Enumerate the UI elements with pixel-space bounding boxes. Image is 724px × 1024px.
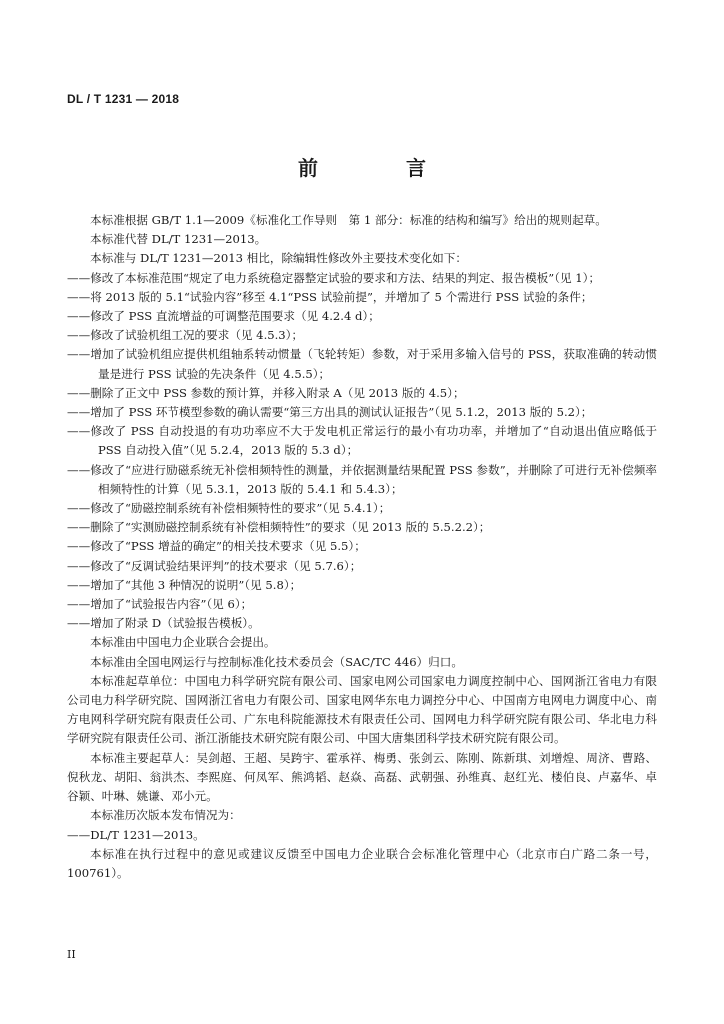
change-item: ——修改了“励磁控制系统有补偿相频特性的要求”（见 5.4.1）； xyxy=(67,501,391,516)
paragraph-proposer: 本标准由中国电力企业联合会提出。 xyxy=(90,635,276,650)
change-item: ——修改了试验机组工况的要求（见 4.5.3）； xyxy=(67,328,304,343)
paragraph-drafting-units: 本标准起草单位：中国电力科学研究院有限公司、国家电网公司国家电力调度控制中心、国网浙江省电力有限公司电力科学研究院、国网浙江省电力有限公司、国家电网华东电力调控分中心、中国南方电网电力调度中心、南方电网科学研究院有限责任公司、广东电科院能源技术有限责任公司、国网电力科学研究院有限公司、华北电力科学研究院有限责任公司、浙江浙能技术研究院有限公司、中国大唐集团科学技术研究院有限公司。 xyxy=(67,673,657,746)
change-item: ——修改了 PSS 直流增益的可调整范围要求（见 4.2.4 d）； xyxy=(67,309,380,324)
change-item: ——将 2013 版的 5.1“试验内容”移至 4.1“PSS 试验前提”，并增加了 5 个需进行 PSS 试验的条件； xyxy=(67,289,593,304)
change-item: ——修改了“反调试验结果评判”的技术要求（见 5.7.6）； xyxy=(67,558,362,573)
page-title: 前 言 xyxy=(298,156,460,180)
change-item: ——删除了“实测励磁控制系统有补偿相频特性”的要求（见 2013 版的 5.5.2.2）； xyxy=(67,520,491,535)
paragraph-replaces: 本标准代替 DL/T 1231—2013。 xyxy=(90,232,267,247)
change-item: ——删除了正文中 PSS 参数的预计算，并移入附录 A（见 2013 版的 4.5）； xyxy=(67,385,465,400)
change-item: ——修改了本标准范围“规定了电力系统稳定器整定试验的要求和方法、结果的判定、报告模板”（见 1）； xyxy=(67,270,601,285)
page-number: II xyxy=(67,948,76,961)
paragraph-basis: 本标准根据 GB/T 1.1—2009《标准化工作导则 第 1 部分：标准的结构和编写》给出的规则起草。 xyxy=(90,213,607,227)
document-body xyxy=(67,211,657,883)
change-item: ——增加了试验机组应提供机组轴系转动惯量（飞轮转矩）参数，对于采用多输入信号的 PSS，获取准确的转动惯量是进行 PSS 试验的先决条件（见 4.5.5）； xyxy=(67,347,657,381)
paragraph-feedback: 本标准在执行过程中的意见或建议反馈至中国电力企业联合会标准化管理中心（北京市白广路二条一号，100761）。 xyxy=(67,846,657,880)
change-item: ——增加了 PSS 环节模型参数的确认需要“第三方出具的测试认证报告”（见 5.1.2，2013 版的 5.2）； xyxy=(67,405,593,420)
changes-list xyxy=(67,269,657,634)
paragraph-changes-intro: 本标准与 DL/T 1231—2013 相比，除编辑性修改外主要技术变化如下： xyxy=(90,251,467,266)
change-item: ——修改了 PSS 自动投退的有功功率应不大于发电机正常运行的最小有功功率，并增加了“自动退出值应略低于 PSS 自动投入值”（见 5.2.4，2013 版的 5.3 d）； xyxy=(67,424,657,458)
change-item: ——增加了“其他 3 种情况的说明”（见 5.8）； xyxy=(67,577,302,592)
paragraph-technical-committee: 本标准由全国电网运行与控制标准化技术委员会（SAC/TC 446）归口。 xyxy=(90,654,463,669)
paragraph-drafters: 本标准主要起草人：吴剑超、王超、吴跨宇、霍承祥、梅勇、张剑云、陈刚、陈新琪、刘增煌、周济、曹路、倪秋龙、胡阳、翁洪杰、李熙庭、何凤军、熊鸿韬、赵焱、高磊、武朝强、孙维真、赵红光、楼伯良、卢嘉华、卓谷颖、叶琳、姚谦、邓小元。 xyxy=(67,750,657,804)
change-item: ——增加了“试验报告内容”（见 6）； xyxy=(67,597,253,612)
history-list xyxy=(67,826,657,845)
history-item: ——DL/T 1231—2013。 xyxy=(67,827,205,842)
change-item: ——修改了“应进行励磁系统无补偿相频特性的测量，并依据测量结果配置 PSS 参数”，并删除了可进行无补偿频率相频特性的计算（见 5.3.1，2013 版的 5.4.1 和 5.4.3）； xyxy=(67,462,657,496)
change-item: ——修改了“PSS 增益的确定”的相关技术要求（见 5.5）； xyxy=(67,539,366,554)
standard-code-header: DL / T 1231 — 2018 xyxy=(67,92,180,106)
paragraph-history-intro: 本标准历次版本发布情况为： xyxy=(90,808,241,823)
change-item: ——增加了附录 D（试验报告模板）。 xyxy=(67,616,260,631)
